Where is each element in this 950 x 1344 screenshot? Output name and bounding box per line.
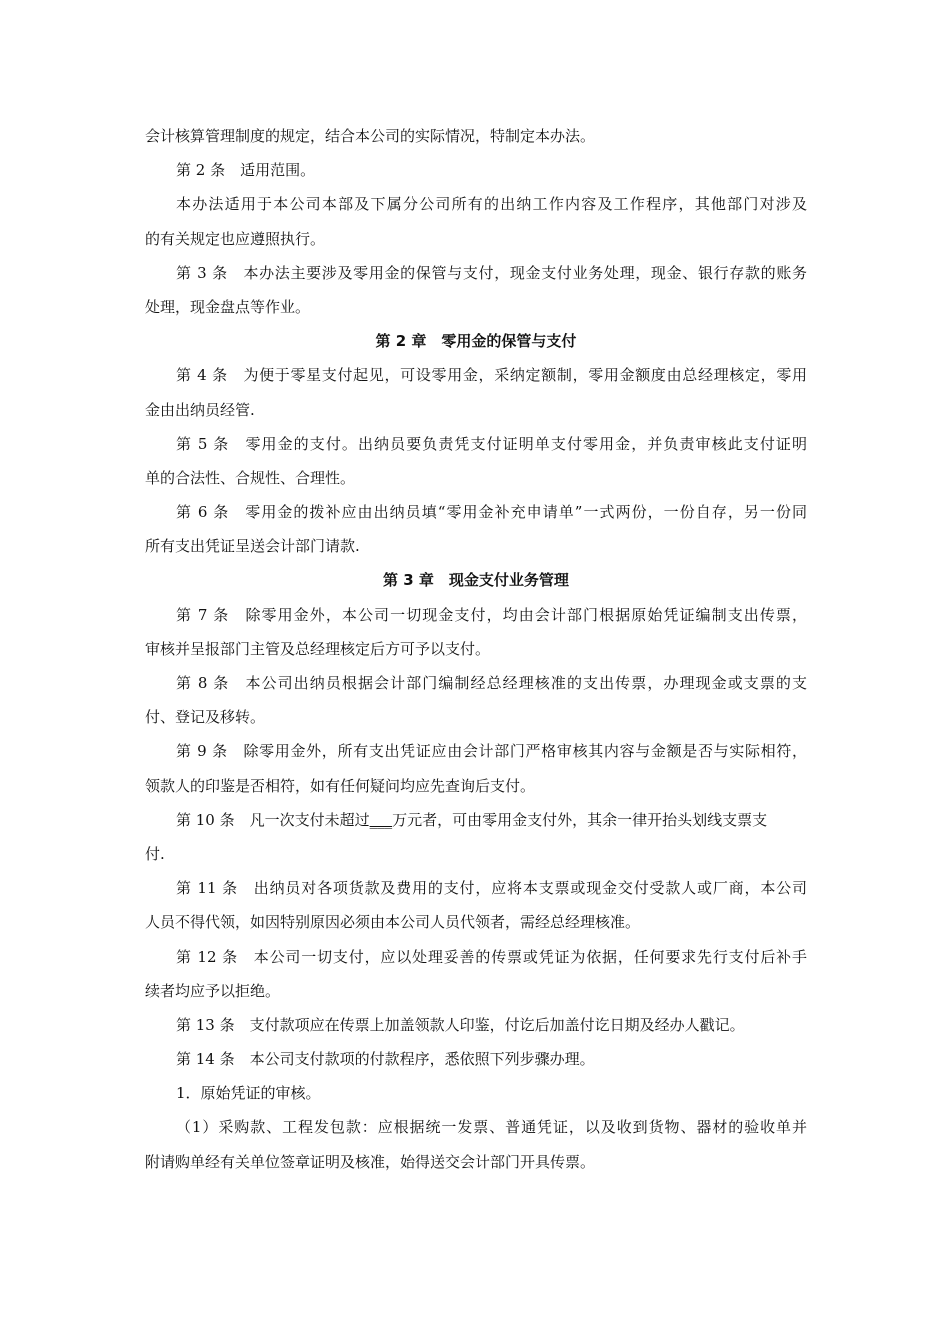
paragraph-line: 金由出纳员经管. <box>145 400 255 419</box>
paragraph-line: 人员不得代领，如因特别原因必须由本公司人员代领者，需经总经理核准。 <box>145 913 641 932</box>
article-10-line <box>145 803 807 837</box>
article-11-line: 第 11 条 出纳员对各项货款及费用的支付，应将本支票或现金交付受款人或厂商，本公司 <box>176 879 807 898</box>
article-5-line: 第 5 条 零用金的支付。出纳员要负责凭支付证明单支付零用金，并负责审核此支付证明 <box>176 434 807 453</box>
article-12-line: 第 12 条 本公司一切支付，应以处理妥善的传票或凭证为依据，任何要求先行支付后补手 <box>176 947 807 966</box>
paragraph-line: 的有关规定也应遵照执行。 <box>145 229 326 248</box>
article-2-title: 第 2 条 适用范围。 <box>176 161 316 180</box>
chapter-3-heading: 第 3 章 现金支付业务管理 <box>383 571 569 590</box>
article-3-line: 第 3 条 本办法主要涉及零用金的保管与支付，现金支付业务处理，现金、银行存款的账务 <box>176 263 807 282</box>
amount-blank: ___ <box>369 810 393 829</box>
chapter-2-heading: 第 2 章 零用金的保管与支付 <box>375 332 577 351</box>
paragraph-line: 附请购单经有关单位签章证明及核准，始得送交会计部门开具传票。 <box>145 1152 596 1171</box>
paragraph-line: 付、登记及移转。 <box>145 708 266 727</box>
document-body <box>145 119 807 1179</box>
article-14-line: 第 14 条 本公司支付款项的付款程序，悉依照下列步骤办理。 <box>176 1050 595 1069</box>
article-10-text-end: 万元者，可由零用金支付外，其余一律开抬头划线支票支 <box>392 810 768 829</box>
article-8-line: 第 8 条 本公司出纳员根据会计部门编制经总经理核准的支出传票，办理现金或支票的支 <box>176 674 807 692</box>
paragraph-line: 本办法适用于本公司本部及下属分公司所有的出纳工作内容及工作程序，其他部门对涉及 <box>176 195 807 214</box>
list-item-1: 1．原始凭证的审核。 <box>176 1084 321 1103</box>
paragraph-line: 领款人的印鉴是否相符，如有任何疑问均应先查询后支付。 <box>145 776 536 795</box>
article-13-line: 第 13 条 支付款项应在传票上加盖领款人印鉴，付讫后加盖付讫日期及经办人戳记。 <box>176 1015 745 1034</box>
paragraph-line: 处理，现金盘点等作业。 <box>145 297 311 316</box>
paragraph-line: 付. <box>145 844 165 863</box>
article-9-line: 第 9 条 除零用金外，所有支出凭证应由会计部门严格审核其内容与金额是否与实际相符， <box>176 742 807 761</box>
article-10-text-start: 第 10 条 凡一次支付未超过 <box>176 810 370 829</box>
paragraph-line: 审核并呈报部门主管及总经理核定后方可予以支付。 <box>145 639 491 658</box>
sub-item-1: （1）采购款、工程发包款：应根据统一发票、普通凭证，以及收到货物、器材的验收单并 <box>176 1118 807 1137</box>
article-6-line: 第 6 条 零用金的拨补应由出纳员填“零用金补充申请单”一式两份，一份自存，另一份同 <box>176 503 807 522</box>
article-7-line: 第 7 条 除零用金外，本公司一切现金支付，均由会计部门根据原始凭证编制支出传票， <box>176 605 807 624</box>
paragraph-line: 续者均应予以拒绝。 <box>145 981 281 1000</box>
article-4-line: 第 4 条 为便于零星支付起见，可设零用金，采纳定额制，零用金额度由总经理核定，零用 <box>176 366 807 385</box>
paragraph-line: 所有支出凭证呈送会计部门请款. <box>145 537 360 556</box>
paragraph-line: 会计核算管理制度的规定，结合本公司的实际情况，特制定本办法。 <box>145 127 596 145</box>
paragraph-line: 单的合法性、合规性、合理性。 <box>145 468 356 487</box>
